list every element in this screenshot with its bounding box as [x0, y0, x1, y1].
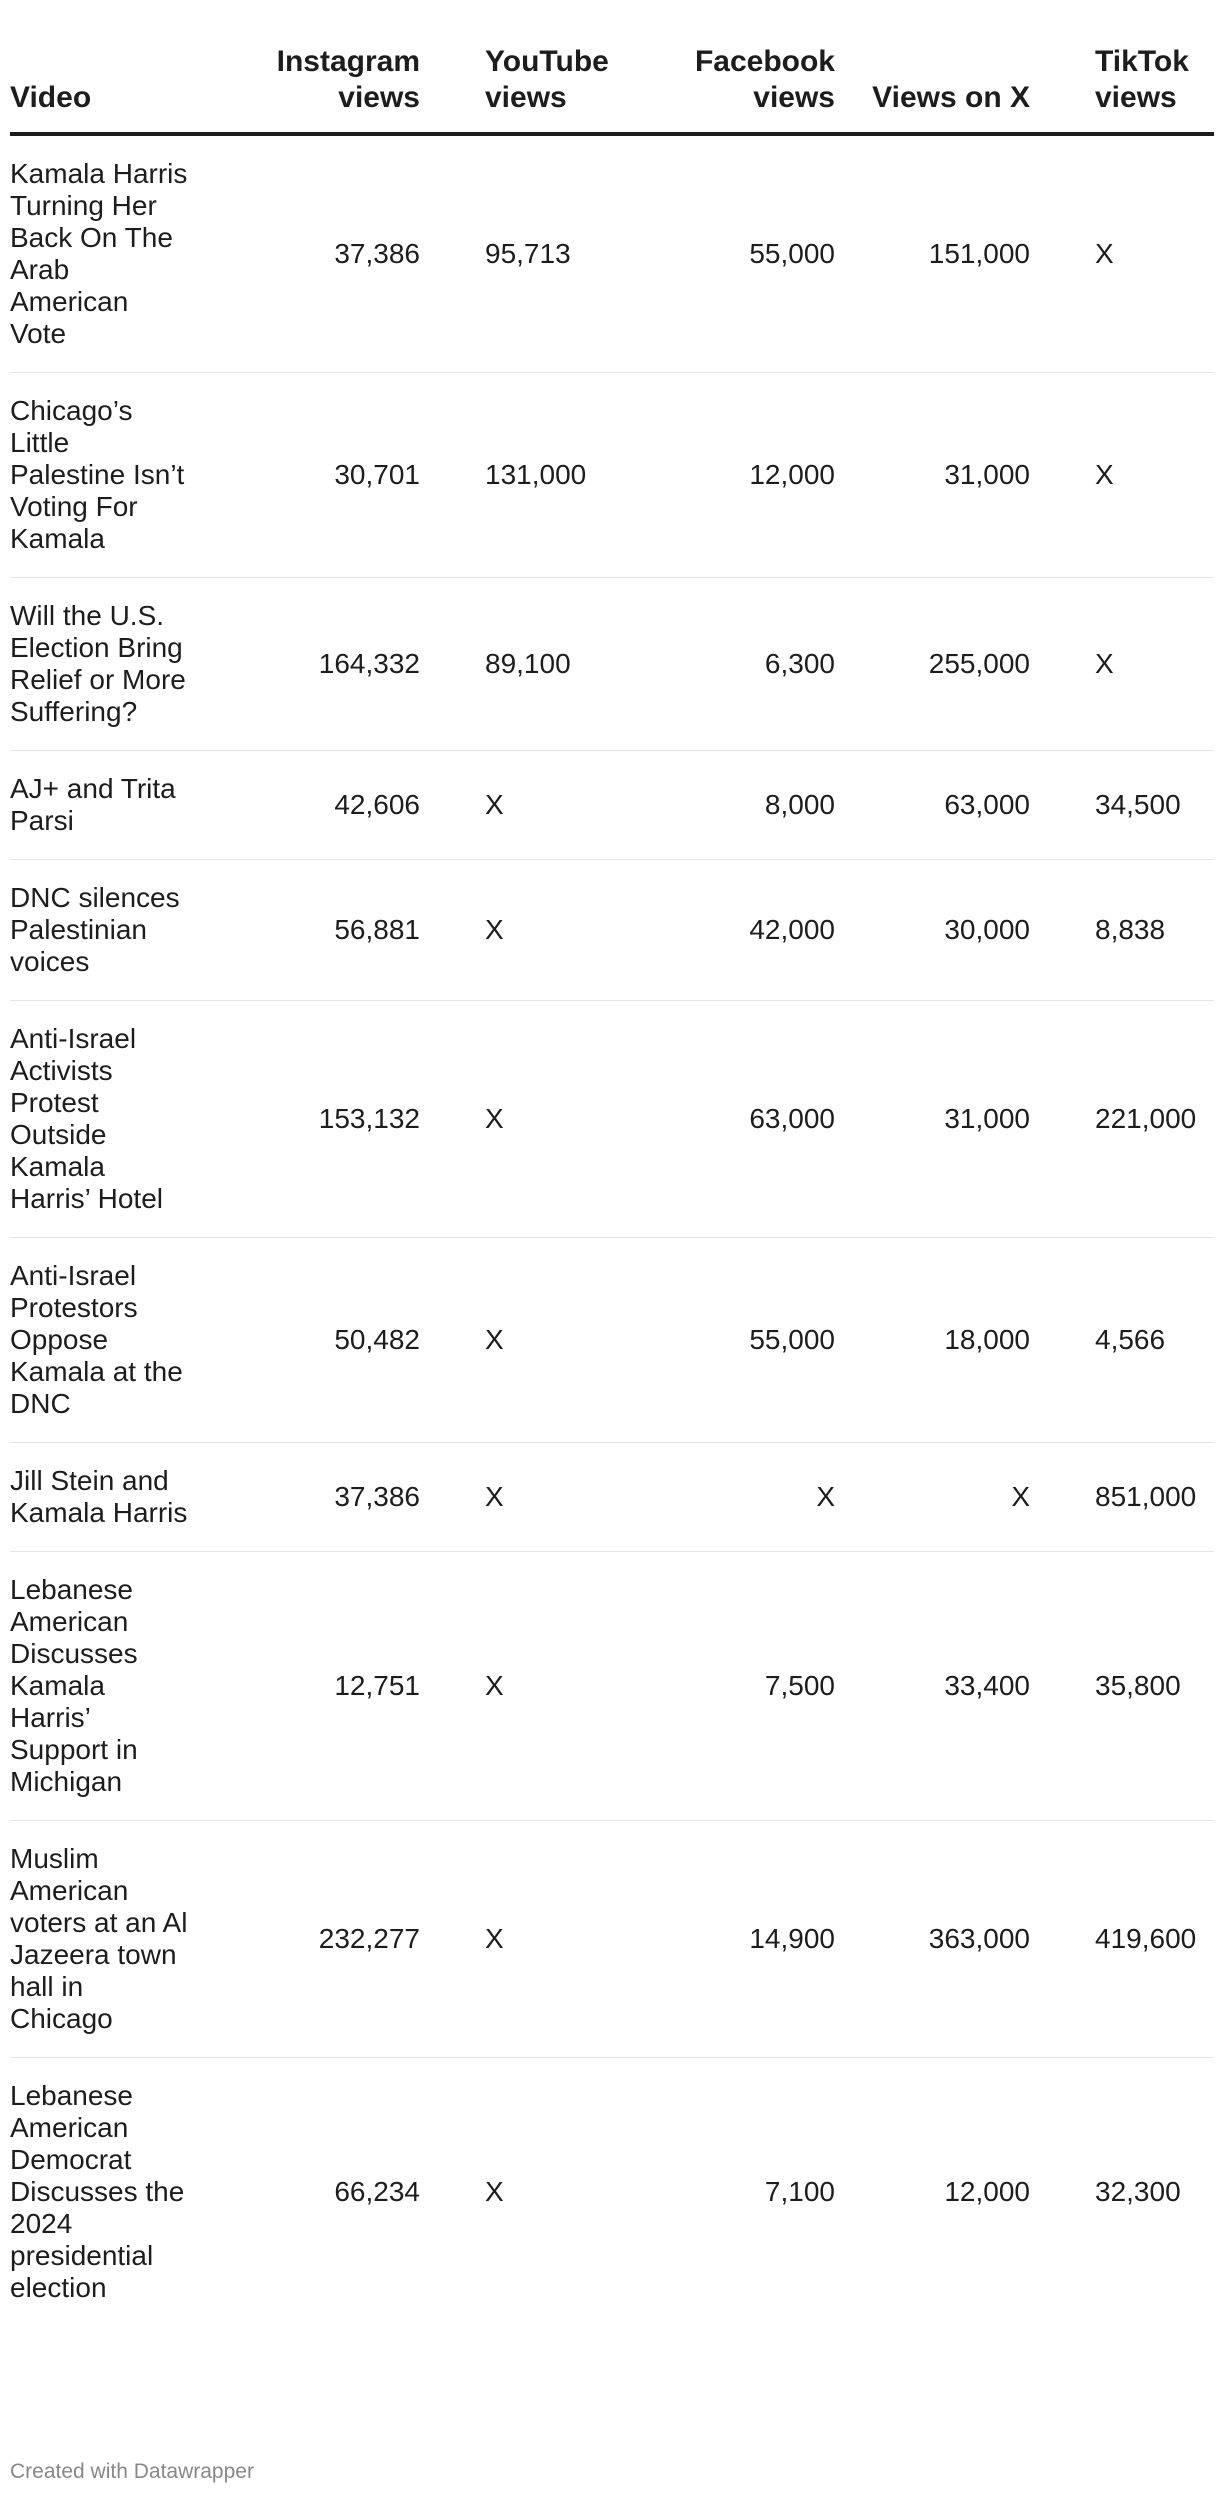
table-row: [10, 751, 1214, 860]
tiktok-views-cell: X: [1030, 373, 1214, 578]
video-title-cell: Lebanese American Discusses Kamala Harris’ Support in Michigan: [10, 1552, 200, 1821]
tiktok-views-cell: 8,838: [1030, 860, 1214, 1001]
video-title-cell: Anti-Israel Activists Protest Outside Kamala Harris’ Hotel: [10, 1001, 200, 1238]
youtube-views-cell: 89,100: [420, 578, 630, 751]
header-instagram-views: Instagram views: [200, 44, 420, 134]
video-title-cell: Jill Stein and Kamala Harris: [10, 1443, 200, 1552]
table-row: [10, 2058, 1214, 2327]
video-title-cell: AJ+ and Trita Parsi: [10, 751, 200, 860]
youtube-views-cell: X: [420, 860, 630, 1001]
video-title-cell: Kamala Harris Turning Her Back On The Arab American Vote: [10, 134, 200, 373]
header-facebook-views: Facebook views: [630, 44, 835, 134]
tiktok-views-cell: 851,000: [1030, 1443, 1214, 1552]
x-views-cell: 31,000: [835, 373, 1030, 578]
table-row: [10, 1001, 1214, 1238]
facebook-views-cell: 42,000: [630, 860, 835, 1001]
x-views-cell: 63,000: [835, 751, 1030, 860]
table-row: [10, 578, 1214, 751]
video-title-cell: DNC silences Palestinian voices: [10, 860, 200, 1001]
facebook-views-cell: 7,100: [764, 2176, 835, 2207]
youtube-views-cell: X: [420, 1552, 630, 1821]
x-views-cell: 12,000: [944, 2176, 1030, 2207]
facebook-views-cell: 8,000: [630, 751, 835, 860]
instagram-views-cell: 153,132: [200, 1001, 420, 1238]
facebook-views-cell: 7,500: [630, 1552, 835, 1821]
instagram-views-cell: 30,701: [200, 373, 420, 578]
header-row: [10, 44, 1214, 134]
facebook-views-cell: 63,000: [630, 1001, 835, 1238]
tiktok-views-cell: 34,500: [1030, 751, 1214, 860]
x-views-cell: 33,400: [835, 1552, 1030, 1821]
table-row: [10, 860, 1214, 1001]
table-row: [10, 373, 1214, 578]
instagram-views-cell: 56,881: [200, 860, 420, 1001]
youtube-views-cell: X: [420, 1001, 630, 1238]
youtube-views-cell: 131,000: [420, 373, 630, 578]
table-row: [10, 1821, 1214, 2058]
table-row: [10, 1238, 1214, 1443]
instagram-views-cell: 232,277: [200, 1821, 420, 2058]
instagram-views-cell: 66,234: [334, 2176, 420, 2207]
tiktok-views-cell: 32,300: [1095, 2176, 1181, 2207]
youtube-views-cell: X: [420, 1443, 630, 1552]
header-youtube-views: YouTube views: [420, 44, 630, 134]
facebook-views-cell: 6,300: [630, 578, 835, 751]
datawrapper-credit: Created with Datawrapper: [10, 2460, 254, 2483]
video-title-cell: Chicago’s Little Palestine Isn’t Voting For Kamala: [10, 373, 200, 578]
youtube-views-cell: X: [420, 1238, 630, 1443]
tiktok-views-cell: 221,000: [1030, 1001, 1214, 1238]
table-row: [10, 1443, 1214, 1552]
instagram-views-cell: 37,386: [200, 1443, 420, 1552]
data-table: [10, 44, 1214, 2326]
youtube-views-cell: X: [485, 2176, 504, 2207]
tiktok-views-cell: 419,600: [1030, 1821, 1214, 2058]
youtube-views-cell: X: [420, 751, 630, 860]
facebook-views-cell: X: [630, 1443, 835, 1552]
instagram-views-cell: 37,386: [200, 134, 420, 373]
x-views-cell: 18,000: [835, 1238, 1030, 1443]
x-views-cell: 151,000: [835, 134, 1030, 373]
header-video: Video: [10, 44, 200, 134]
table-header: [10, 44, 1214, 134]
facebook-views-cell: 12,000: [630, 373, 835, 578]
facebook-views-cell: 55,000: [630, 134, 835, 373]
x-views-cell: 363,000: [835, 1821, 1030, 2058]
facebook-views-cell: 55,000: [630, 1238, 835, 1443]
tiktok-views-cell: X: [1030, 578, 1214, 751]
tiktok-views-cell: 35,800: [1030, 1552, 1214, 1821]
video-title-cell: Muslim American voters at an Al Jazeera town hall in Chicago: [10, 1821, 200, 2058]
header-tiktok-views: TikTok views: [1030, 44, 1214, 134]
instagram-views-cell: 50,482: [200, 1238, 420, 1443]
instagram-views-cell: 12,751: [200, 1552, 420, 1821]
video-title-cell: Will the U.S. Election Bring Relief or More Suffering?: [10, 578, 200, 751]
x-views-cell: 30,000: [835, 860, 1030, 1001]
video-title-cell: Lebanese American Democrat Discusses the 2024 presidential election: [10, 2080, 185, 2303]
youtube-views-cell: 95,713: [420, 134, 630, 373]
facebook-views-cell: 14,900: [630, 1821, 835, 2058]
data-table-container: [10, 44, 1214, 2326]
youtube-views-cell: X: [420, 1821, 630, 2058]
table-body: [10, 134, 1214, 2326]
header-views-on-x: Views on X: [835, 44, 1030, 134]
instagram-views-cell: 42,606: [200, 751, 420, 860]
tiktok-views-cell: X: [1030, 134, 1214, 373]
video-title-cell: Anti-Israel Protestors Oppose Kamala at the DNC: [10, 1238, 200, 1443]
instagram-views-cell: 164,332: [200, 578, 420, 751]
x-views-cell: X: [835, 1443, 1030, 1552]
tiktok-views-cell: 4,566: [1030, 1238, 1214, 1443]
table-row: [10, 1552, 1214, 1821]
x-views-cell: 255,000: [835, 578, 1030, 751]
table-row: [10, 134, 1214, 373]
x-views-cell: 31,000: [835, 1001, 1030, 1238]
